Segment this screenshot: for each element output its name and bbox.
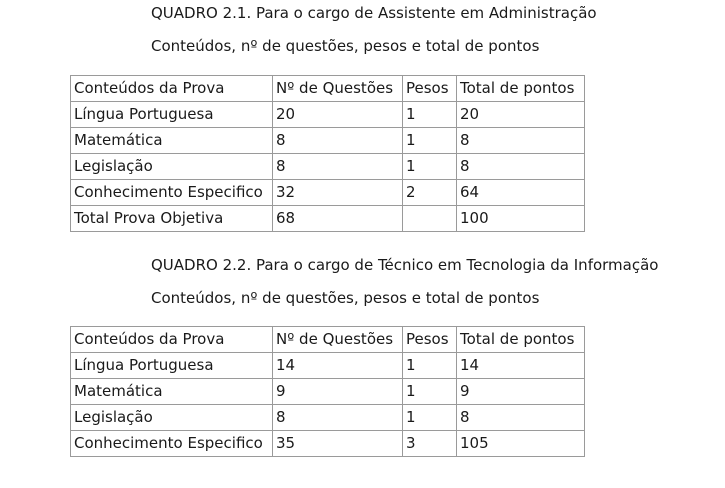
cell-total: 64 [457,180,585,206]
header-conteudos: Conteúdos da Prova [71,76,273,102]
cell-questoes: 8 [273,405,403,431]
table-row-total [71,206,585,232]
table-row [71,405,585,431]
cell-questoes: 68 [273,206,403,232]
cell-questoes: 20 [273,102,403,128]
cell-total: 8 [457,405,585,431]
cell-pesos: 2 [403,180,457,206]
header-total: Total de pontos [457,327,585,353]
cell-conteudo: Legislação [71,405,273,431]
table-row [71,431,585,457]
quadro-2-2-subtitle: Conteúdos, nº de questões, pesos e total de pontos [151,289,540,307]
cell-conteudo: Total Prova Objetiva [71,206,273,232]
header-conteudos: Conteúdos da Prova [71,327,273,353]
quadro-2-1-subtitle: Conteúdos, nº de questões, pesos e total de pontos [151,37,540,55]
cell-conteudo: Legislação [71,154,273,180]
cell-total: 9 [457,379,585,405]
cell-pesos: 1 [403,102,457,128]
cell-total: 8 [457,128,585,154]
cell-questoes: 8 [273,128,403,154]
quadro-2-1-title: QUADRO 2.1. Para o cargo de Assistente em Administração [151,4,597,22]
header-questoes: Nº de Questões [273,327,403,353]
cell-questoes: 9 [273,379,403,405]
cell-pesos: 1 [403,353,457,379]
cell-conteudo: Matemática [71,128,273,154]
quadro-2-1-table [70,75,585,232]
table-row [71,353,585,379]
quadro-2-2-title: QUADRO 2.2. Para o cargo de Técnico em Tecnologia da Informação [151,256,659,274]
cell-questoes: 32 [273,180,403,206]
header-total: Total de pontos [457,76,585,102]
cell-conteudo: Conhecimento Especifico [71,180,273,206]
cell-pesos [403,206,457,232]
cell-pesos: 1 [403,379,457,405]
cell-total: 14 [457,353,585,379]
cell-conteudo: Língua Portuguesa [71,353,273,379]
cell-questoes: 14 [273,353,403,379]
header-questoes: Nº de Questões [273,76,403,102]
cell-pesos: 3 [403,431,457,457]
cell-pesos: 1 [403,128,457,154]
table-row [71,379,585,405]
cell-conteudo: Matemática [71,379,273,405]
cell-questoes: 8 [273,154,403,180]
cell-total: 100 [457,206,585,232]
cell-pesos: 1 [403,154,457,180]
cell-conteudo: Língua Portuguesa [71,102,273,128]
table-row [71,128,585,154]
cell-conteudo: Conhecimento Especifico [71,431,273,457]
cell-questoes: 35 [273,431,403,457]
header-pesos: Pesos [403,327,457,353]
cell-total: 8 [457,154,585,180]
table-row [71,180,585,206]
table-header-row [71,327,585,353]
cell-total: 20 [457,102,585,128]
table-row [71,102,585,128]
cell-total: 105 [457,431,585,457]
table-row [71,154,585,180]
quadro-2-2-table [70,326,585,457]
table-header-row [71,76,585,102]
header-pesos: Pesos [403,76,457,102]
cell-pesos: 1 [403,405,457,431]
